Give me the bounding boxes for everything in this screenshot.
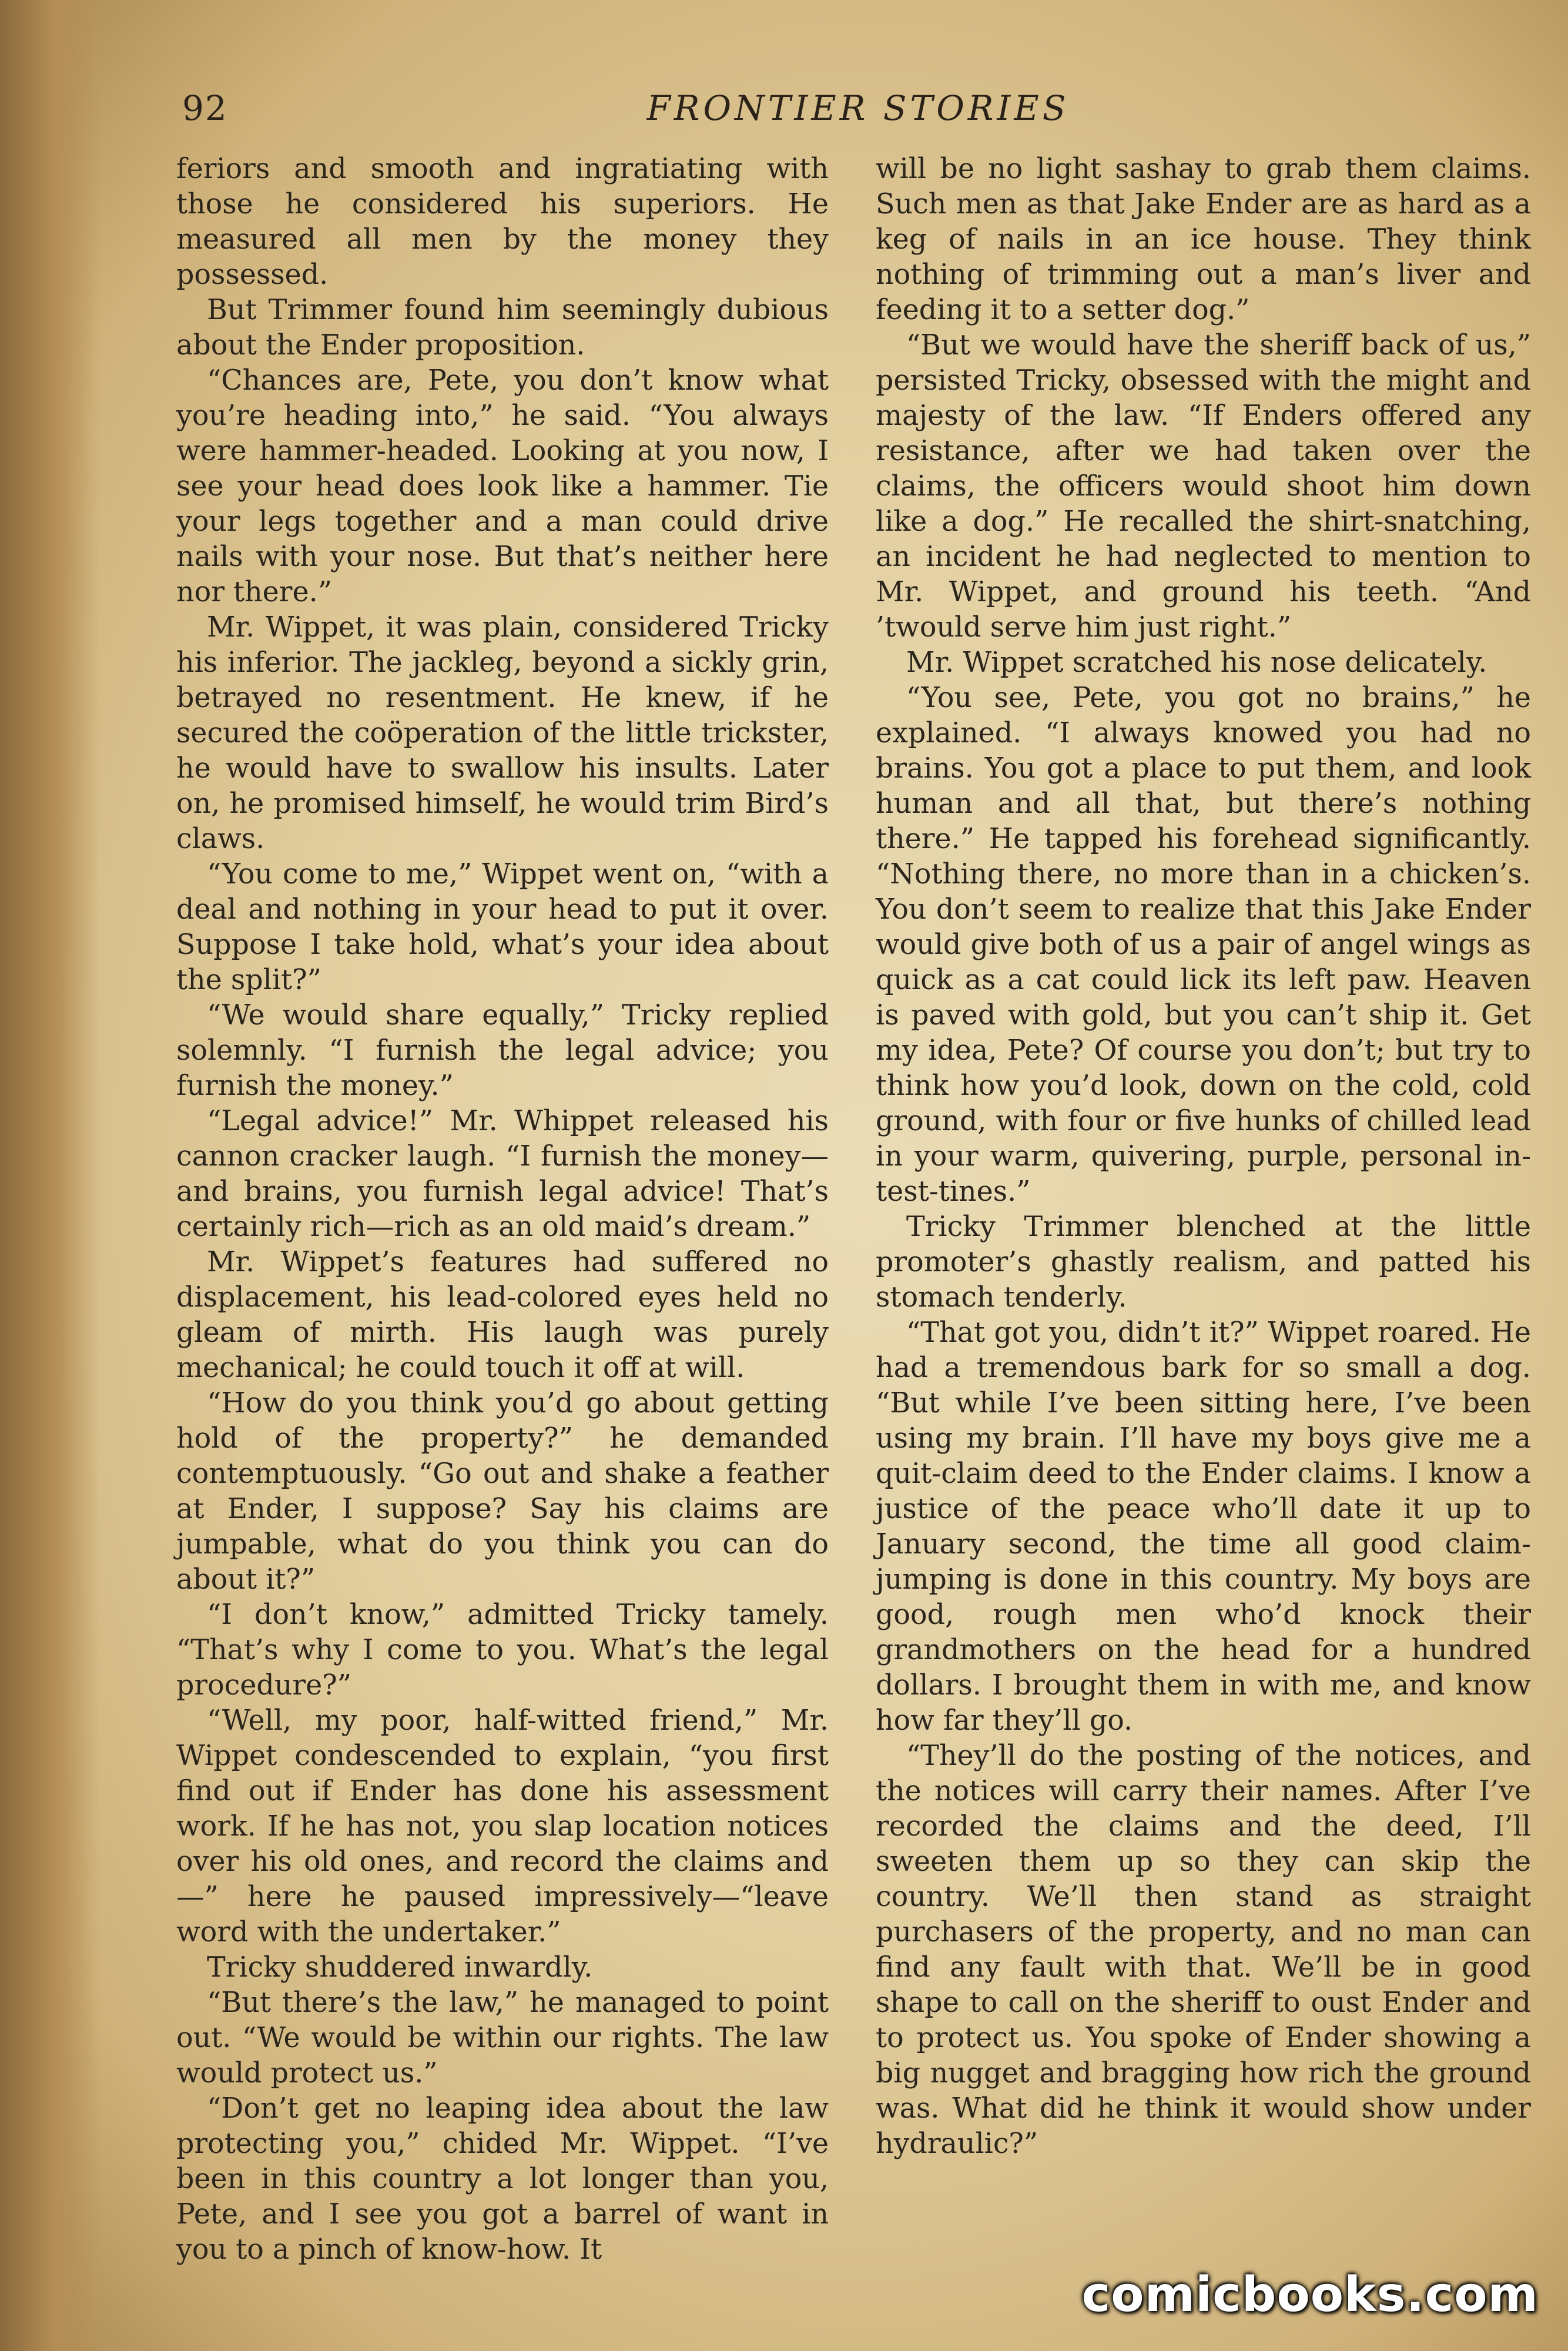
paragraph: feriors and smooth and ingratiating with those he considered his superiors. He measured all men by the money they possessed. bbox=[176, 153, 829, 291]
page-number: 92 bbox=[182, 88, 228, 128]
paragraph: “Legal advice!” Mr. Whippet released his cannon cracker laugh. “I furnish the money—and brains, you furnish legal advice! That’s certainly rich—rich as an old maid’s dream.” bbox=[176, 1105, 829, 1243]
paragraph: will be no light sashay to grab them claims. Such men as that Jake Ender are as hard as a keg of nails in an ice house. They think nothing of trimming out a man’s liver and feeding it to a setter dog.” bbox=[876, 153, 1531, 326]
paragraph: But Trimmer found him seemingly dubious about the Ender proposition. bbox=[176, 294, 829, 361]
paragraph: “How do you think you’d go about getting hold of the property?” he demanded contemptuously. “Go out and shake a feather at Ender, I suppose? Say his claims are jumpable, what do you think you can do about it?” bbox=[176, 1387, 829, 1596]
page-header bbox=[182, 88, 1534, 141]
paragraph: “You come to me,” Wippet went on, “with a deal and nothing in your head to put it over. Suppose I take hold, what’s your idea about the split?” bbox=[176, 858, 829, 996]
right-column bbox=[876, 152, 1531, 2162]
paragraph: “Chances are, Pete, you don’t know what you’re heading into,” he said. “You always were hammer-headed. Looking at you now, I see your head does look like a hammer. Tie your legs together and a man could drive nails with your nose. But that’s neither here nor there.” bbox=[176, 364, 829, 608]
paragraph: “Well, my poor, half-witted friend,” Mr. Wippet condescended to explain, “you first find out if Ender has done his assessment work. If he has not, you slap location notices over his old ones, and record the claims and—” here he paused impressively—“leave word with the undertaker.” bbox=[176, 1704, 829, 1948]
left-column bbox=[176, 152, 829, 2268]
watermark-logo: comicbooks.com bbox=[1081, 2267, 1539, 2323]
paragraph: “But we would have the sheriff back of us,” persisted Tricky, obsessed with the might and majesty of the law. “If Enders offered any resistance, after we had taken over the claims, the officers would shoot him down like a dog.” He recalled the shirt-snatching, an incident he had neglected to mention to Mr. Wippet, and ground his teeth. “And ’twould serve him just right.” bbox=[876, 329, 1531, 644]
paragraph: “You see, Pete, you got no brains,” he explained. “I always knowed you had no brains. You got a place to put them, and look human and all that, but there’s nothing there.” He tapped his forehead significantly. “Nothing there, no more than in a chicken’s. You don’t seem to realize that this Jake Ender would give both of us a pair of angel wings as quick as a cat could lick its left paw. Heaven is paved with gold, but you can’t ship it. Get my idea, Pete? Of course you don’t; but try to think how you’d look, down on the cold, cold ground, with four or five hunks of chilled lead in your warm, quivering, purple, personal in-test-tines.” bbox=[876, 682, 1531, 1208]
page-spine-shadow bbox=[0, 0, 100, 2351]
paragraph: “They’ll do the posting of the notices, and the notices will carry their names. After I’ve recorded the claims and the deed, I’ll sweeten them up so they can skip the country. We’ll then stand as straight purchasers of the property, and no man can find any fault with that. We’ll be in good shape to call on the sheriff to oust Ender and to protect us. You spoke of Ender showing a big nugget and bragging how rich the ground was. What did he think it would show under hydraulic?” bbox=[876, 1740, 1531, 2160]
paragraph: Tricky Trimmer blenched at the little promoter’s ghastly realism, and patted his stomach tenderly. bbox=[876, 1211, 1531, 1314]
paragraph: Tricky shuddered inwardly. bbox=[207, 1951, 593, 1984]
paragraph: Mr. Wippet scratched his nose delicately. bbox=[906, 647, 1487, 679]
paragraph: “We would share equally,” Tricky replied solemnly. “I furnish the legal advice; you furnish the money.” bbox=[176, 999, 829, 1102]
paragraph: “I don’t know,” admitted Tricky tamely. “That’s why I come to you. What’s the legal procedure?” bbox=[176, 1599, 829, 1702]
paragraph: “That got you, didn’t it?” Wippet roared. He had a tremendous bark for so small a dog. “But while I’ve been sitting here, I’ve been using my brain. I’ll have my boys give me a quit-claim deed to the Ender claims. I know a justice of the peace who’ll date it up to January second, the time all good claim-jumping is done in this country. My boys are good, rough men who’d knock their grandmothers on the head for a hundred dollars. I brought them in with me, and know how far they’ll go. bbox=[876, 1317, 1531, 1737]
paragraph: Mr. Wippet, it was plain, considered Tricky his inferior. The jackleg, beyond a sickly grin, betrayed no resentment. He knew, if he secured the coöperation of the little trickster, he would have to swallow his insults. Later on, he promised himself, he would trim Bird’s claws. bbox=[176, 611, 829, 855]
paragraph: “Don’t get no leaping idea about the law protecting you,” chided Mr. Wippet. “I’ve been in this country a lot longer than you, Pete, and I see you got a barrel of want in you to a pinch of know-how. It bbox=[176, 2092, 829, 2266]
paragraph: “But there’s the law,” he managed to point out. “We would be within our rights. The law would protect us.” bbox=[176, 1987, 829, 2089]
running-title: FRONTIER STORIES bbox=[646, 88, 1070, 128]
paragraph: Mr. Wippet’s features had suffered no displacement, his lead-colored eyes held no gleam of mirth. His laugh was purely mechanical; he could touch it off at will. bbox=[176, 1246, 829, 1384]
